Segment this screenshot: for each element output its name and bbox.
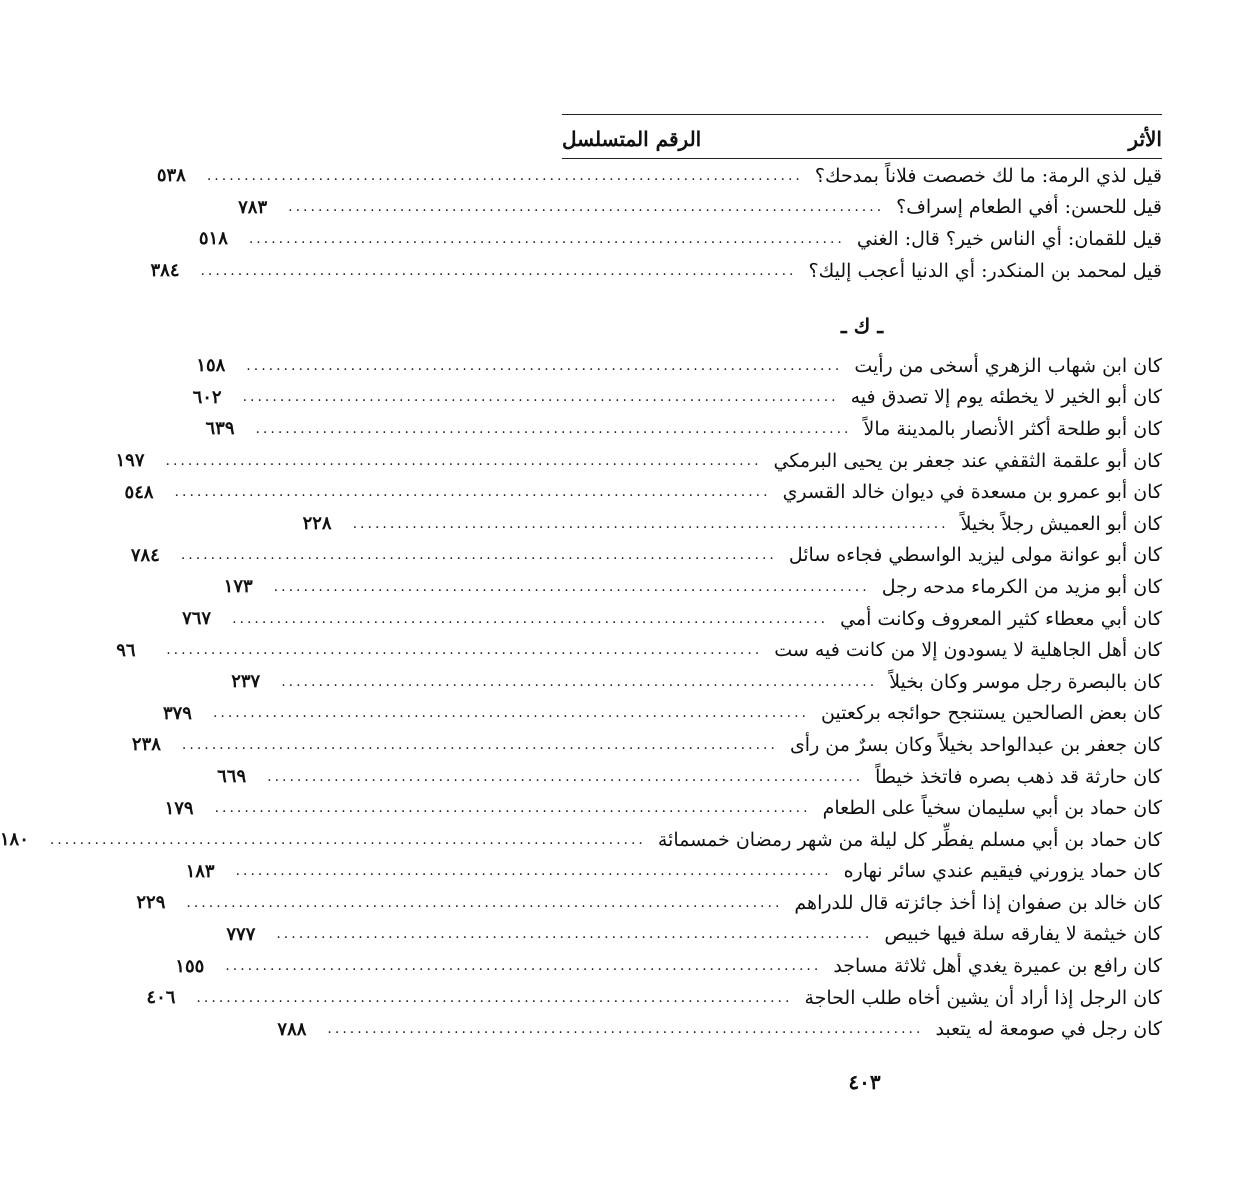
entry-phrase: كان أبو العميش رجلاً بخيلاً bbox=[960, 512, 1162, 535]
dot-leader: ................................................................................ bbox=[327, 1021, 924, 1038]
dot-leader: ................................................................................ bbox=[200, 262, 797, 279]
index-entry bbox=[175, 950, 1162, 982]
index-entry bbox=[136, 887, 1162, 919]
header-divider bbox=[562, 158, 1162, 159]
index-entry bbox=[150, 255, 1162, 287]
entry-phrase: قيل للقمان: أي الناس خير؟ قال: الغني bbox=[856, 227, 1162, 250]
entry-serial-number: ١٧٣ bbox=[223, 576, 253, 598]
entry-serial-number: ٧٨٣ bbox=[238, 196, 268, 218]
index-entry bbox=[217, 761, 1162, 793]
dot-leader: ................................................................................ bbox=[186, 894, 783, 911]
dot-leader: ................................................................................ bbox=[235, 863, 832, 880]
entry-serial-number: ١٨٠ bbox=[0, 829, 29, 851]
index-entry bbox=[223, 571, 1162, 603]
dot-leader: ................................................................................ bbox=[49, 831, 646, 848]
entry-phrase: كان حارثة قد ذهب بصره فاتخذ خيطاً bbox=[875, 765, 1162, 788]
index-entry bbox=[192, 382, 1162, 414]
dot-leader: ................................................................................ bbox=[246, 357, 843, 374]
dot-leader: ................................................................................ bbox=[276, 926, 873, 943]
entry-serial-number: ١٥٥ bbox=[175, 955, 205, 977]
entry-phrase: كان أبو عوانة مولى ليزيد الواسطي فجاءه سائل bbox=[788, 544, 1162, 567]
entry-phrase: كان أبو عمرو بن مسعدة في ديوان خالد القسري bbox=[782, 481, 1162, 504]
entry-phrase: كان حماد يزورني فيقيم عندي سائر نهاره bbox=[843, 860, 1162, 883]
dot-leader: ................................................................................ bbox=[248, 230, 845, 247]
entry-phrase: كان أبو مزيد من الكرماء مدحه رجل bbox=[881, 575, 1162, 598]
index-entry bbox=[302, 508, 1162, 540]
dot-leader: ................................................................................ bbox=[214, 800, 811, 817]
index-entry bbox=[182, 603, 1162, 635]
dot-leader: ................................................................................ bbox=[281, 673, 878, 690]
entry-serial-number: ٥١٨ bbox=[198, 228, 228, 250]
entry-phrase: كان خالد بن صفوان إذا أخذ جائزته قال للدراهم bbox=[794, 891, 1162, 914]
entry-serial-number: ١٨٣ bbox=[185, 860, 215, 882]
dot-leader: ................................................................................ bbox=[165, 452, 762, 469]
dot-leader: ................................................................................ bbox=[267, 768, 864, 785]
entry-phrase: كان أهل الجاهلية لا يسودون إلا من كانت فيه ست bbox=[774, 639, 1162, 662]
entry-phrase: كان جعفر بن عبدالواحد بخيلاً وكان بسرٌ من رأى bbox=[789, 733, 1162, 756]
index-entry bbox=[115, 445, 1162, 477]
dot-leader: ................................................................................ bbox=[232, 610, 829, 627]
index-entry bbox=[130, 540, 1162, 572]
top-rule bbox=[562, 114, 1162, 115]
index-entry bbox=[205, 413, 1162, 445]
entry-serial-number: ٧٦٧ bbox=[182, 608, 212, 630]
entry-serial-number: ١٩٧ bbox=[115, 450, 145, 472]
page-number: ٤٠٣ bbox=[848, 1070, 881, 1094]
index-entry bbox=[162, 698, 1162, 730]
index-entry bbox=[231, 666, 1162, 698]
entry-phrase: كان خيثمة لا يفارقه سلة فيها خبيص bbox=[884, 923, 1162, 946]
entry-serial-number: ٦٦٩ bbox=[217, 766, 247, 788]
index-entry bbox=[277, 1013, 1162, 1045]
dot-leader: ................................................................................ bbox=[352, 515, 949, 532]
entry-serial-number: ٥٤٨ bbox=[124, 481, 154, 503]
entry-list-qaf bbox=[150, 160, 1162, 286]
dot-leader: ................................................................................ bbox=[181, 736, 778, 753]
dot-leader: ................................................................................ bbox=[225, 958, 822, 975]
entry-serial-number: ٩٦ bbox=[116, 639, 136, 661]
entry-serial-number: ٥٣٨ bbox=[156, 165, 186, 187]
index-entry bbox=[0, 824, 1162, 856]
index-entry bbox=[116, 634, 1162, 666]
index-entry bbox=[146, 982, 1162, 1014]
entry-serial-number: ٢٣٧ bbox=[231, 671, 261, 693]
entry-phrase: كان ابن شهاب الزهري أسخى من رأيت bbox=[854, 354, 1162, 377]
entry-phrase: قيل لذي الرمة: ما لك خصصت فلاناً بمدحك؟ bbox=[814, 164, 1162, 187]
index-entry bbox=[185, 856, 1162, 888]
table-header bbox=[562, 122, 1162, 156]
dot-leader: ................................................................................ bbox=[288, 199, 885, 216]
entry-phrase: كان رجل في صومعة له يتعبد bbox=[935, 1018, 1162, 1041]
entry-serial-number: ٧٧٧ bbox=[226, 923, 256, 945]
index-entry bbox=[164, 792, 1162, 824]
entry-phrase: كان بالبصرة رجل موسر وكان بخيلاً bbox=[889, 670, 1162, 693]
entry-serial-number: ١٥٨ bbox=[196, 355, 226, 377]
dot-leader: ................................................................................ bbox=[180, 547, 777, 564]
entry-phrase: كان بعض الصالحين يستنجح حوائجه بركعتين bbox=[820, 702, 1162, 725]
dot-leader: ................................................................................ bbox=[166, 642, 763, 659]
index-entry bbox=[238, 192, 1162, 224]
index-entry bbox=[196, 350, 1162, 382]
dot-leader: ................................................................................ bbox=[206, 167, 803, 184]
dot-leader: ................................................................................ bbox=[174, 484, 771, 501]
index-entry bbox=[131, 729, 1162, 761]
entry-serial-number: ٧٨٨ bbox=[277, 1018, 307, 1040]
index-entry bbox=[156, 160, 1162, 192]
entry-serial-number: ٣٨٤ bbox=[150, 260, 180, 282]
entry-phrase: كان رافع بن عميرة يغدي أهل ثلاثة مساجد bbox=[833, 955, 1162, 978]
entry-phrase: كان أبي معطاء كثير المعروف وكانت أمي bbox=[840, 607, 1162, 630]
entry-phrase: كان الرجل إذا أراد أن يشين أخاه طلب الحاجة bbox=[804, 986, 1162, 1009]
entry-serial-number: ٦٣٩ bbox=[205, 418, 235, 440]
dot-leader: ................................................................................ bbox=[255, 420, 852, 437]
entry-list-kaf bbox=[0, 350, 1162, 1045]
entry-phrase: كان حماد بن أبي سليمان سخياً على الطعام bbox=[822, 797, 1162, 820]
entry-serial-number: ٦٠٢ bbox=[192, 386, 222, 408]
entry-phrase: قيل لمحمد بن المنكدر: أي الدنيا أعجب إليك؟ bbox=[808, 259, 1162, 282]
dot-leader: ................................................................................ bbox=[196, 989, 793, 1006]
dot-leader: ................................................................................ bbox=[212, 705, 809, 722]
entry-serial-number: ٧٨٤ bbox=[130, 544, 160, 566]
index-entry bbox=[198, 223, 1162, 255]
index-entry bbox=[124, 476, 1162, 508]
section-heading-kaf: ـ ك ـ bbox=[840, 314, 884, 338]
entry-phrase: كان أبو علقمة الثقفي عند جعفر بن يحيى البرمكي bbox=[773, 449, 1162, 472]
entry-serial-number: ٢٢٨ bbox=[302, 513, 332, 535]
entry-serial-number: ٢٢٩ bbox=[136, 892, 166, 914]
entry-phrase: كان حماد بن أبي مسلم يفطِّر كل ليلة من شهر رمضان خمسمائة bbox=[657, 828, 1162, 851]
entry-phrase: قيل للحسن: أفي الطعام إسراف؟ bbox=[896, 196, 1162, 219]
index-entry bbox=[226, 919, 1162, 951]
entry-serial-number: ٣٧٩ bbox=[162, 702, 192, 724]
header-serial-label: الرقم المتسلسل bbox=[562, 127, 702, 151]
dot-leader: ................................................................................ bbox=[242, 389, 839, 406]
entry-serial-number: ٤٠٦ bbox=[146, 987, 176, 1009]
entry-serial-number: ٢٣٨ bbox=[131, 734, 161, 756]
dot-leader: ................................................................................ bbox=[273, 578, 870, 595]
entry-phrase: كان أبو الخير لا يخطئه يوم إلا تصدق فيه bbox=[850, 386, 1162, 409]
header-phrase-label: الأثر bbox=[1128, 127, 1162, 151]
entry-phrase: كان أبو طلحة أكثر الأنصار بالمدينة مالاً bbox=[863, 417, 1162, 440]
entry-serial-number: ١٧٩ bbox=[164, 797, 194, 819]
